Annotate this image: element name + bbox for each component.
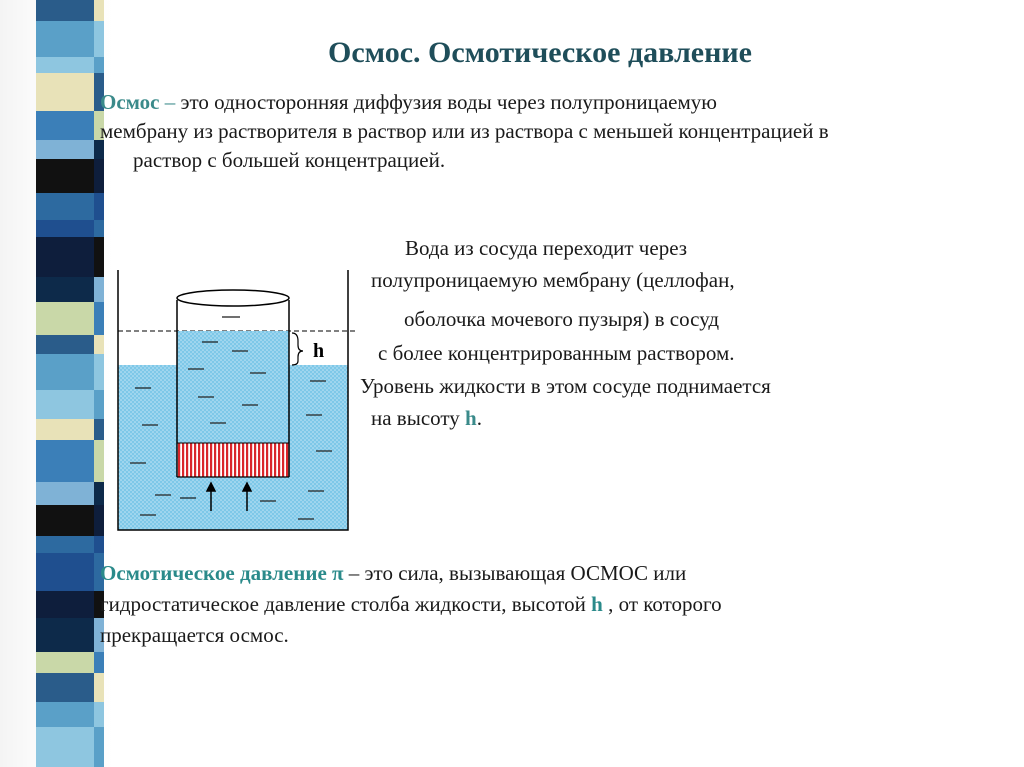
description-line3: оболочка мочевого пузыря) в сосуд xyxy=(404,307,720,331)
pressure-height-symbol: h xyxy=(591,592,603,616)
term-osmosis: Осмос xyxy=(100,90,160,114)
decorative-stripes xyxy=(36,0,94,767)
inner-vessel-water xyxy=(177,331,289,443)
pressure-line2-text: гидростатическое давление столба жидкости, высотой xyxy=(100,592,592,616)
height-bracket xyxy=(292,333,303,365)
height-symbol: h xyxy=(465,406,477,430)
description-line4: с более концентрированным раствором. xyxy=(378,341,735,365)
pressure-line2-suffix: , от которого xyxy=(602,592,722,616)
height-label: h xyxy=(313,340,325,362)
definition-line2: мембрану из растворителя в раствор или из раствора с меньшей концентрацией в xyxy=(100,119,829,143)
definition-line1: это односторонняя диффузия воды через полупроницаемую xyxy=(180,90,717,114)
semipermeable-membrane xyxy=(177,443,289,477)
pressure-line1-text: – это сила, вызывающая ОСМОС или xyxy=(343,561,687,585)
osmosis-definition xyxy=(100,88,1020,175)
osmosis-diagram xyxy=(110,265,360,537)
description-line5: Уровень жидкости в этом сосуде поднимается xyxy=(360,374,771,398)
pressure-line1 xyxy=(100,558,900,589)
pressure-line3: прекращается осмос. xyxy=(100,623,289,647)
description-line1: Вода из сосуда переходит через xyxy=(405,236,688,260)
description-line6 xyxy=(371,406,482,431)
term-osmotic-pressure: Осмотическое давление π xyxy=(100,561,344,585)
cylinder-top xyxy=(177,290,289,306)
description-line6-text: на высоту xyxy=(371,406,466,430)
slide-title: Осмос. Осмотическое давление xyxy=(328,36,752,69)
definition-dash: – xyxy=(159,90,181,114)
description-line6-period: . xyxy=(476,406,482,430)
osmotic-pressure-definition xyxy=(100,558,900,651)
description-line2: полупроницаемую мембрану (целлофан, xyxy=(371,268,735,292)
pressure-line2 xyxy=(100,589,900,620)
definition-line3: раствор с большей концентрацией. xyxy=(133,148,446,172)
